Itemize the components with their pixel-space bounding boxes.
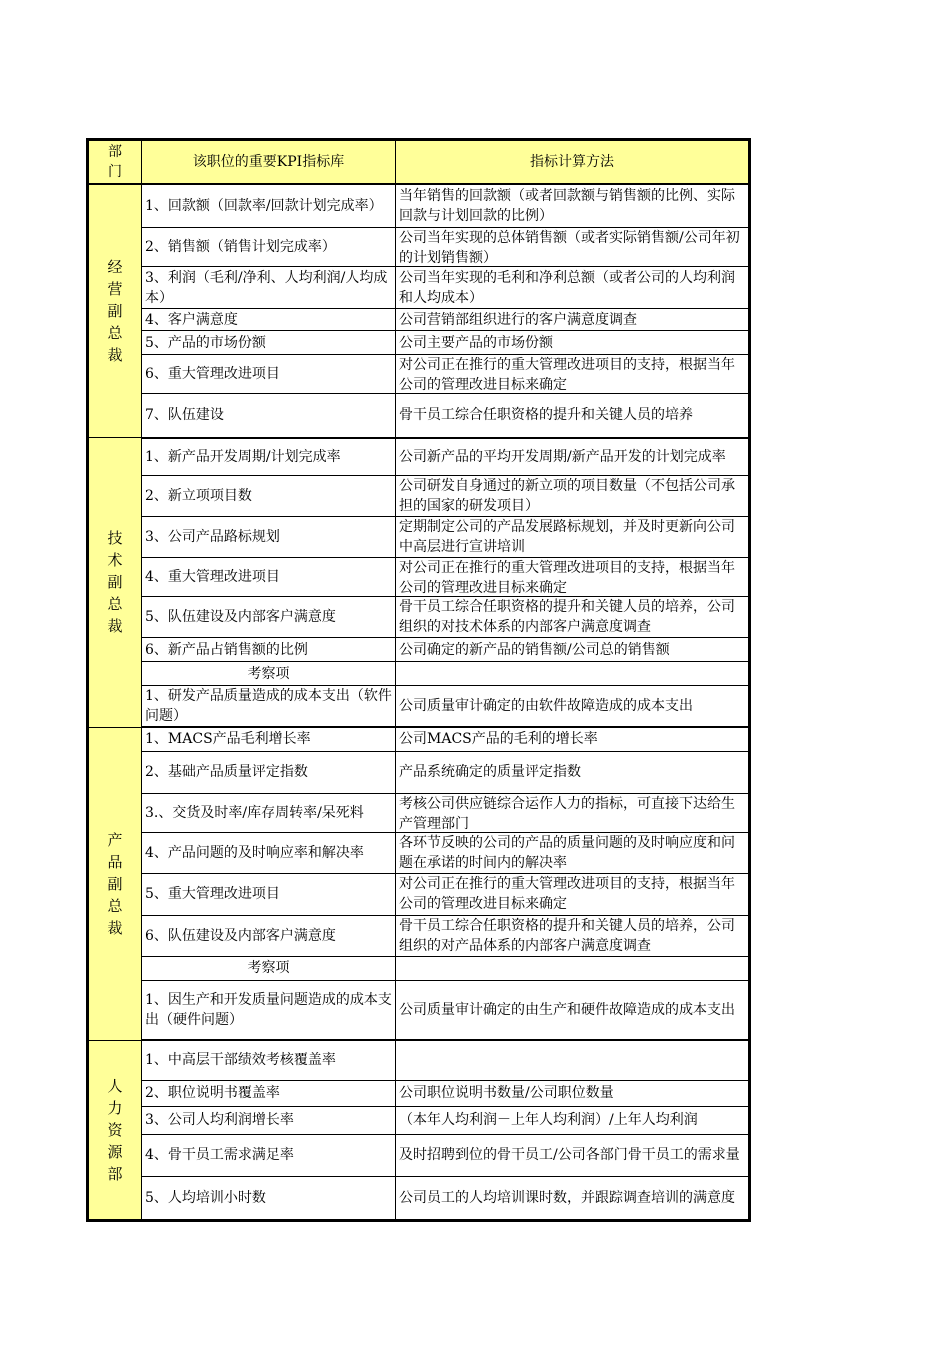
dept-label: 人力资源部 — [107, 1076, 123, 1183]
method-cell — [396, 915, 750, 956]
method-text: 公司主要产品的市场份额 — [399, 334, 553, 351]
table-row — [88, 438, 750, 476]
method-text: 对公司正在推行的重大管理改进项目的支持，根据当年公司的管理改进目标来确定 — [399, 357, 735, 393]
header-method: 指标计算方法 — [396, 140, 750, 184]
method-text: 当年销售的回款额（或者回款额与销售额的比例、实际回款与计划回款的比例） — [399, 187, 735, 224]
kpi-text: 1、回款额（回款率/回款计划完成率） — [145, 197, 383, 214]
method-text: （本年人均利润－上年人均利润）/上年人均利润 — [399, 1112, 698, 1128]
method-cell — [396, 873, 750, 915]
method-text: 骨干员工综合任职资格的提升和关键人员的培养，公司组织的对技术体系的内部客户满意度调查 — [399, 599, 735, 635]
kpi-text: 1、新产品开发周期/计划完成率 — [145, 448, 341, 465]
table-row — [88, 517, 750, 558]
method-cell — [396, 638, 750, 662]
method-cell — [396, 1040, 750, 1080]
method-cell — [396, 267, 750, 309]
kpi-text: 5、产品的市场份额 — [145, 334, 266, 351]
table-row — [88, 980, 750, 1040]
kpi-cell — [142, 1040, 396, 1080]
method-text: 各环节反映的公司的产品的质量问题的及时响应度和问题在承诺的时间内的解决率 — [399, 834, 735, 871]
kpi-cell — [142, 331, 396, 355]
kpi-text: 3、利润（毛利/净利、人均利润/人均成本） — [145, 269, 388, 306]
method-text: 公司质量审计确定的由软件故障造成的成本支出 — [399, 698, 693, 714]
method-cell — [396, 727, 750, 751]
kpi-cell — [142, 686, 396, 728]
table-row — [88, 662, 750, 686]
kpi-cell — [142, 558, 396, 597]
kpi-text: 1、研发产品质量造成的成本支出（软件问题） — [145, 688, 392, 724]
table-row — [88, 331, 750, 355]
dept-cell — [88, 184, 142, 438]
table-row — [88, 1176, 750, 1220]
kpi-text: 6、新产品占销售额的比例 — [145, 641, 308, 658]
kpi-table — [86, 138, 751, 1222]
kpi-cell — [142, 309, 396, 331]
method-cell — [396, 793, 750, 832]
method-cell — [396, 228, 750, 267]
kpi-text: 3.、交货及时率/库存周转率/呆死料 — [145, 804, 364, 821]
method-text: 骨干员工综合任职资格的提升和关键人员的培养 — [399, 407, 693, 424]
dept-label: 产品副总裁 — [107, 830, 123, 937]
kpi-cell — [142, 727, 396, 751]
table-row — [88, 1134, 750, 1176]
method-cell — [396, 1106, 750, 1134]
kpi-cell — [142, 438, 396, 476]
method-text: 公司MACS产品的毛利的增长率 — [399, 731, 598, 748]
kpi-text: 5、队伍建设及内部客户满意度 — [145, 609, 336, 625]
kpi-cell — [142, 873, 396, 915]
kpi-cell — [142, 638, 396, 662]
kpi-cell — [142, 1106, 396, 1134]
table-row — [88, 832, 750, 873]
kpi-cell — [142, 517, 396, 558]
method-cell — [396, 184, 750, 228]
method-text: 公司职位说明书数量/公司职位数量 — [399, 1085, 614, 1101]
kpi-cell — [142, 832, 396, 873]
table-row — [88, 638, 750, 662]
kpi-cell — [142, 1134, 396, 1176]
kpi-cell — [142, 228, 396, 267]
method-cell — [396, 980, 750, 1040]
kpi-text: 2、基础产品质量评定指数 — [145, 764, 308, 780]
kpi-text: 1、MACS产品毛利增长率 — [145, 731, 311, 748]
method-cell — [396, 1176, 750, 1220]
dept-label: 经营副总裁 — [107, 257, 123, 364]
kpi-text: 考察项 — [247, 665, 290, 682]
kpi-text: 4、骨干员工需求满足率 — [145, 1147, 294, 1163]
kpi-cell — [142, 597, 396, 638]
kpi-text: 5、人均培训小时数 — [145, 1189, 266, 1206]
method-cell — [396, 956, 750, 980]
method-cell — [396, 355, 750, 394]
method-cell — [396, 309, 750, 331]
kpi-text: 2、职位说明书覆盖率 — [145, 1085, 280, 1101]
table-row — [88, 793, 750, 832]
method-text: 及时招聘到位的骨干员工/公司各部门骨干员工的需求量 — [399, 1147, 740, 1163]
kpi-text: 5、重大管理改进项目 — [145, 886, 280, 902]
kpi-text: 4、产品问题的及时响应率和解决率 — [145, 844, 364, 861]
table-row — [88, 476, 750, 517]
kpi-text: 1、中高层干部绩效考核覆盖率 — [145, 1052, 336, 1069]
kpi-text: 3、公司人均利润增长率 — [145, 1112, 294, 1128]
kpi-cell — [142, 1080, 396, 1106]
method-cell — [396, 394, 750, 438]
dept-cell — [88, 438, 142, 728]
kpi-cell — [142, 980, 396, 1040]
table-row — [88, 686, 750, 728]
table-row — [88, 228, 750, 267]
kpi-cell — [142, 267, 396, 309]
method-text: 产品系统确定的质量评定指数 — [399, 764, 581, 780]
method-text: 公司新产品的平均开发周期/新产品开发的计划完成率 — [399, 448, 726, 465]
method-cell — [396, 558, 750, 597]
header-kpi: 该职位的重要KPI指标库 — [142, 140, 396, 184]
table-row — [88, 267, 750, 309]
section-label — [142, 662, 396, 686]
kpi-text: 6、队伍建设及内部客户满意度 — [145, 927, 336, 944]
method-cell — [396, 517, 750, 558]
kpi-text: 7、队伍建设 — [145, 407, 224, 424]
method-cell — [396, 832, 750, 873]
table-row — [88, 558, 750, 597]
table-row — [88, 1080, 750, 1106]
table-row — [88, 1040, 750, 1080]
method-text: 对公司正在推行的重大管理改进项目的支持，根据当年公司的管理改进目标来确定 — [399, 560, 735, 596]
kpi-text: 2、销售额（销售计划完成率） — [145, 239, 336, 255]
method-text: 公司营销部组织进行的客户满意度调查 — [399, 311, 637, 328]
kpi-cell — [142, 1176, 396, 1220]
method-text: 公司质量审计确定的由生产和硬件故障造成的成本支出 — [399, 1001, 735, 1018]
method-text: 公司当年实现的总体销售额（或者实际销售额/公司年初的计划销售额） — [399, 230, 740, 266]
kpi-cell — [142, 355, 396, 394]
table-row — [88, 355, 750, 394]
method-text: 公司员工的人均培训课时数，并跟踪调查培训的满意度 — [399, 1189, 735, 1206]
table-row — [88, 597, 750, 638]
method-cell — [396, 1134, 750, 1176]
kpi-cell — [142, 476, 396, 517]
kpi-text: 1、因生产和开发质量问题造成的成本支出（硬件问题） — [145, 991, 392, 1028]
method-cell — [396, 751, 750, 793]
table-row — [88, 873, 750, 915]
header-dept: 部门 — [88, 140, 142, 184]
method-cell — [396, 662, 750, 686]
method-cell — [396, 476, 750, 517]
table-row — [88, 184, 750, 228]
kpi-text: 6、重大管理改进项目 — [145, 366, 280, 382]
kpi-text: 3、公司产品路标规划 — [145, 529, 280, 545]
dept-cell — [88, 727, 142, 1040]
method-text: 骨干员工综合任职资格的提升和关键人员的培养，公司组织的对产品体系的内部客户满意度调查 — [399, 917, 735, 954]
method-cell — [396, 331, 750, 355]
table-row — [88, 1106, 750, 1134]
dept-cell — [88, 1040, 142, 1220]
kpi-text: 2、新立项项目数 — [145, 488, 252, 504]
table-row — [88, 956, 750, 980]
kpi-text: 4、客户满意度 — [145, 311, 238, 328]
section-label — [142, 956, 396, 980]
header-row — [88, 140, 750, 184]
method-cell — [396, 597, 750, 638]
kpi-cell — [142, 751, 396, 793]
method-text: 定期制定公司的产品发展路标规划，并及时更新向公司中高层进行宣讲培训 — [399, 519, 735, 555]
table-row — [88, 309, 750, 331]
table-row — [88, 727, 750, 751]
method-cell — [396, 438, 750, 476]
kpi-text: 考察项 — [247, 960, 290, 976]
kpi-text: 4、重大管理改进项目 — [145, 569, 280, 585]
method-cell — [396, 1080, 750, 1106]
kpi-cell — [142, 915, 396, 956]
method-text: 对公司正在推行的重大管理改进项目的支持，根据当年公司的管理改进目标来确定 — [399, 876, 735, 912]
method-text: 公司确定的新产品的销售额/公司总的销售额 — [399, 641, 670, 658]
table-row — [88, 751, 750, 793]
table-row — [88, 394, 750, 438]
kpi-cell — [142, 793, 396, 832]
kpi-cell — [142, 184, 396, 228]
method-cell — [396, 686, 750, 728]
method-text: 公司研发自身通过的新立项的项目数量（不包括公司承担的国家的研发项目） — [399, 478, 735, 514]
method-text: 考核公司供应链综合运作人力的指标，可直接下达给生产管理部门 — [399, 795, 735, 832]
table-row — [88, 915, 750, 956]
method-text: 公司当年实现的毛利和净利总额（或者公司的人均利润和人均成本） — [399, 269, 735, 306]
dept-label: 技术副总裁 — [107, 529, 123, 636]
kpi-cell — [142, 394, 396, 438]
